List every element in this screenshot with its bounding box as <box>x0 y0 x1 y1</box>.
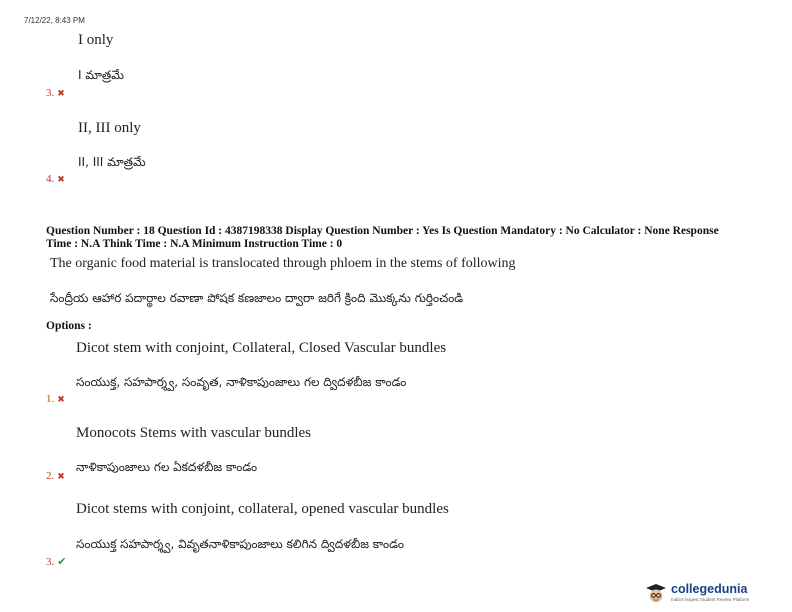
option-text-te: నాళికాపుంజాలు గల ఏకదళబీజ కాండం <box>76 460 258 474</box>
option-number <box>46 173 65 185</box>
wrong-mark-icon: ✖ <box>57 471 65 481</box>
logo-wordmark: collegedunia <box>671 582 748 596</box>
option-number <box>46 87 65 99</box>
question-header-line2: Time : N.A Think Time : N.A Minimum Instruction Time : 0 <box>46 238 343 250</box>
option-text-en: Monocots Stems with vascular bundles <box>76 425 311 441</box>
graduate-mascot-icon <box>644 582 668 604</box>
correct-check-icon: ✔ <box>57 556 67 568</box>
option-number <box>46 555 66 568</box>
question-header: Question Number : 18 Question Id : 4387198338 Display Question Number : Yes Is Question Mandatory : No Calculator : None Response <box>46 225 719 237</box>
option-number-label: 3. <box>46 556 55 568</box>
print-timestamp: 7/12/22, 8:43 PM <box>24 16 85 25</box>
option-text-en: II, III only <box>78 120 141 136</box>
question-text-en: The organic food material is translocated through phloem in the stems of following <box>50 256 516 271</box>
option-text-te: I మాత్రమే <box>78 68 124 82</box>
option-text-te: సంయుక్త, సహపార్శ్వ, సంవృత, నాళికాపుంజాలు గల ద్విదళబీజ కాండం <box>76 375 407 389</box>
option-text-en: I only <box>78 32 114 48</box>
option-text-te: సంయుక్త సహపార్శ్వ, వివృతనాళికాపుంజాలు కలిగిన ద్విదళబీజ కాండం <box>76 537 404 551</box>
option-number <box>46 470 65 482</box>
collegedunia-logo <box>644 582 786 604</box>
question-text-te: సేంద్రీయ ఆహార పదార్థాల రవాణా పోషక కణజాలం ద్వారా జరిగే క్రింది మొక్కను గుర్తించండి <box>50 291 464 305</box>
option-number-label: 4. <box>46 173 55 185</box>
wrong-mark-icon: ✖ <box>57 394 65 404</box>
wrong-mark-icon: ✖ <box>57 88 65 98</box>
options-label: Options : <box>46 320 92 332</box>
option-text-te: II, III మాత్రమే <box>78 155 146 169</box>
option-number-label: 1. <box>46 393 55 405</box>
option-number-label: 3. <box>46 87 55 99</box>
option-text-en: Dicot stems with conjoint, collateral, opened vascular bundles <box>76 501 449 517</box>
option-number <box>46 393 65 405</box>
logo-tagline: India's largest Student Review Platform <box>671 597 750 602</box>
option-text-en: Dicot stem with conjoint, Collateral, Closed Vascular bundles <box>76 340 447 356</box>
option-number-label: 2. <box>46 470 55 482</box>
wrong-mark-icon: ✖ <box>57 174 65 184</box>
